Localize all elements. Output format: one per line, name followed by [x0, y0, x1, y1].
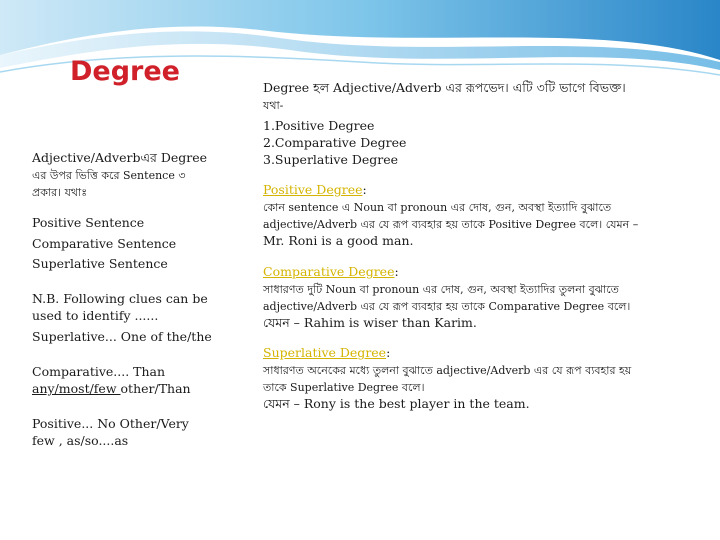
comparative-heading-colon: : [394, 263, 399, 279]
comparative-clue [32, 364, 232, 398]
positive-clue [32, 416, 232, 450]
superlative-line-1: সাধারণত অনেকের মধ্যে তুলনা বুঝাতে adjective/Adverb এর যে রূপ ব্যবহার হয় [263, 364, 632, 378]
comparative-clue-underlined: any/most/few [32, 380, 121, 396]
comparative-heading: Comparative Degree [263, 263, 395, 279]
comparative-line-2: adjective/Adverb এর যে রূপ ব্যবহার হয় তাকে Comparative Degree বলে। [263, 299, 631, 313]
degree-list-item-positive: 1.Positive Degree [263, 117, 375, 133]
degree-list-item-comparative: 2.Comparative Degree [263, 134, 407, 150]
positive-section [263, 182, 683, 250]
comparative-clue-line-2: other/Than [120, 380, 191, 396]
nb-line-1: N.B. Following clues can be [32, 291, 208, 307]
superlative-section [263, 345, 683, 413]
slide-title: Degree [70, 56, 180, 87]
sentence-type-positive: Positive Sentence [32, 214, 145, 230]
sentence-type-superlative: Superlative Sentence [32, 256, 168, 272]
positive-line-2: adjective/Adverb এর যে রূপ ব্যবহার হয় তাকে Positive Degree বলে। যেমন – [263, 218, 639, 232]
positive-line-1: কোন sentence এ Noun বা pronoun এর দোষ, গুন, অবস্থা ইত্যাদি বুঝাতে [263, 201, 612, 215]
positive-clue-line-1: Positive... No Other/Very [32, 415, 189, 431]
superlative-heading-colon: : [386, 345, 391, 361]
nb-line-2: used to identify ...... [32, 308, 159, 324]
degree-list [263, 118, 683, 169]
superlative-example: যেমন – Rony is the best player in the team. [263, 396, 530, 411]
left-intro-line-3: প্রকার। যথাঃ [32, 185, 88, 199]
superlative-line-2: তাকে Superlative Degree বলে। [263, 381, 425, 395]
comparative-clue-line-1: Comparative.... Than [32, 363, 166, 379]
positive-heading-colon: : [362, 182, 367, 198]
superlative-heading: Superlative Degree [263, 345, 387, 361]
comparative-section [263, 264, 683, 332]
degree-definition [263, 80, 683, 114]
degree-examples-lead: যথা- [263, 98, 284, 112]
positive-heading: Positive Degree [263, 182, 363, 198]
nb-note [32, 291, 232, 325]
degree-definition-line: Degree হল Adjective/Adverb এর রূপভেদ। এটি ৩টি ভাগে বিভক্ত। [263, 80, 626, 95]
left-column [32, 150, 232, 453]
comparative-example: যেমন – Rahim is wiser than Karim. [263, 314, 477, 330]
left-intro [32, 150, 232, 201]
left-intro-line-1: Adjective/Adverbএর Degree [32, 150, 208, 165]
positive-clue-line-2: few , as/so....as [32, 432, 129, 448]
right-column [263, 80, 683, 413]
comparative-line-1: সাধারণত দুটি Noun বা pronoun এর দোষ, গুন, অবস্থা ইত্যাদির তুলনা বুঝাতে [263, 282, 619, 296]
degree-list-item-superlative: 3.Superlative Degree [263, 151, 399, 167]
left-intro-line-2: এর উপর ভিত্তি করে Sentence ৩ [32, 168, 186, 182]
sentence-type-comparative: Comparative Sentence [32, 235, 177, 251]
positive-example: Mr. Roni is a good man. [263, 233, 414, 248]
superlative-clue: Superlative... One of the/the [32, 329, 212, 344]
